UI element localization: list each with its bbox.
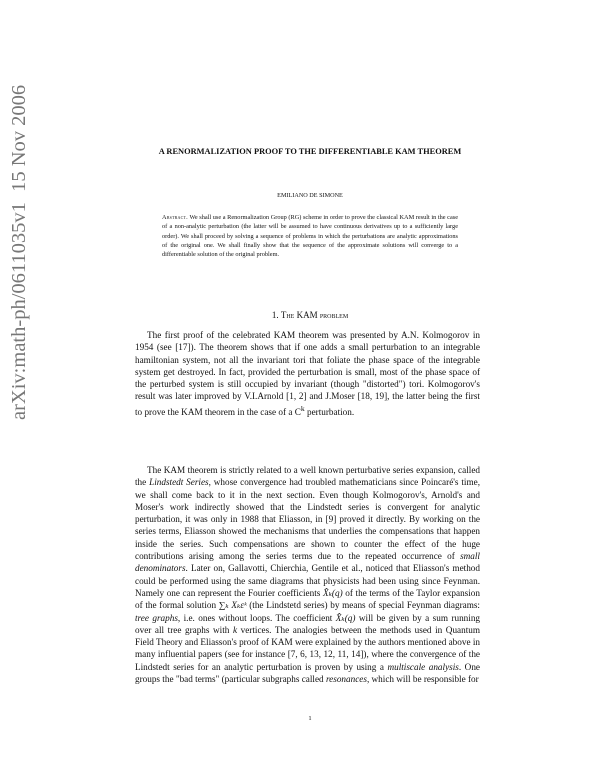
p2-fourier-coefficient-2: X̂ₖ(q) bbox=[335, 612, 356, 623]
paragraph-1-text: The first proof of the celebrated KAM theorem was presented by A.N. Kolmogorov in 1954 (see [17]). The theorem shows that if one adds a small perturbation to an integrable hamiltonian system, not all the invariant tori that foliate the phase space of the integrable system get destroyed. In fact, provided the perturbation is small, most of the phase space of the perturbed system is still occupied by invariant (though "distorted") tori. Kolmogorov's result was later improved by V.I.Arnold [1, 2] and J.Moser [18, 19], the latter being the first to prove the KAM theorem in the case of a C bbox=[135, 330, 480, 417]
section-heading bbox=[110, 310, 510, 320]
p2-text-g: will be given by a sum running over all tree graphs with bbox=[135, 612, 481, 635]
p2-tree-graphs: tree graphs bbox=[135, 612, 178, 623]
arxiv-identifier: arXiv:math-ph/0611035v1 15 Nov 2006 bbox=[8, 84, 30, 420]
p2-fourier-coefficient: X̂ₖ(q) bbox=[322, 587, 343, 598]
p2-text-c: . Later on, Gallavotti, Chierchia, Gentile et al., noticed that Eliasson's method could be performed using the same diagrams that physicists had been using since Feynman. Namely one can represent the Fourier coefficients bbox=[135, 563, 480, 598]
abstract-text: We shall use a Renormalization Group (RG) scheme in order to prove the classical KAM result in the case of a non-analytic perturbation (the latter will be assumed to have continuous derivatives up to a sufficiently large order). We shall proceed by solving a sequence of problems in which the perturbations are analytic approximations of the original one. We shall finally show that the sequence of the approximate solutions will converge to a differentiable solution of the original problem. bbox=[162, 214, 458, 259]
paragraph-2 bbox=[135, 464, 480, 685]
abstract bbox=[162, 213, 458, 259]
section-title: The KAM problem bbox=[280, 310, 349, 320]
section-number: 1. bbox=[271, 310, 279, 320]
paper-title: A RENORMALIZATION PROOF TO THE DIFFERENTIABLE KAM THEOREM bbox=[158, 147, 462, 156]
ck-superscript: k bbox=[300, 403, 305, 413]
p2-text-h: vertices. The analogies between the methods used in Quantum Field Theory and Eliasson's proof of KAM were explained by the authors mentioned above in many influential papers (see for instance [7, 6, 13, 12, 11, 14]), where the convergence of the Lindstedt series for an analytic perturbation is proven by using a bbox=[135, 624, 481, 672]
paragraph-1 bbox=[135, 329, 480, 418]
p2-formal-sum: ∑ₖ Xₖεᵏ bbox=[218, 600, 247, 611]
paragraph-1-end: perturbation. bbox=[304, 406, 355, 417]
p2-text-b: , whose convergence had troubled mathematicians since Poincaré's time, we shall come back to it in the next section. Even though Kolmogorov's, Arnold's and Moser's work indirectly showed that the Lindstedt series is convergent for analytic perturbation, it was only in 1988 that Eliasson, in [9] proved it directly. By working on the series terms, Eliasson showed the mechanisms that underlies the compensations that happen inside the series. Such compensations are shown to counter the effect of the huge contributions arising among the series terms due to the repeated occurrence of bbox=[135, 477, 480, 562]
page-number: 1 bbox=[308, 715, 312, 722]
p2-text-f: , i.e. ones without loops. The coefficient bbox=[177, 612, 336, 623]
p2-resonances: resonances bbox=[325, 674, 367, 685]
p2-text-a: The KAM theorem is strictly related to a well known perturbative series expansion, called the bbox=[135, 465, 480, 488]
abstract-label: Abstract. bbox=[162, 214, 188, 221]
p2-k: k bbox=[232, 624, 238, 635]
p2-text-j: , which will be responsible for bbox=[366, 674, 479, 685]
p2-small-denominators: small denominators bbox=[135, 551, 480, 574]
paper-author: EMILIANO DE SIMONE bbox=[277, 192, 343, 199]
p2-lindstedt: Lindstedt Series bbox=[149, 477, 209, 488]
p2-text-i: . One groups the "bad terms" (particular subgraphs called bbox=[135, 661, 480, 685]
p2-text-e: (the Lindstetd series) by means of special Feynman diagrams: bbox=[246, 600, 480, 611]
p2-text-d: of the terms of the Taylor expansion of the formal solution bbox=[135, 587, 480, 611]
p2-multiscale: multiscale analysis bbox=[387, 661, 459, 672]
